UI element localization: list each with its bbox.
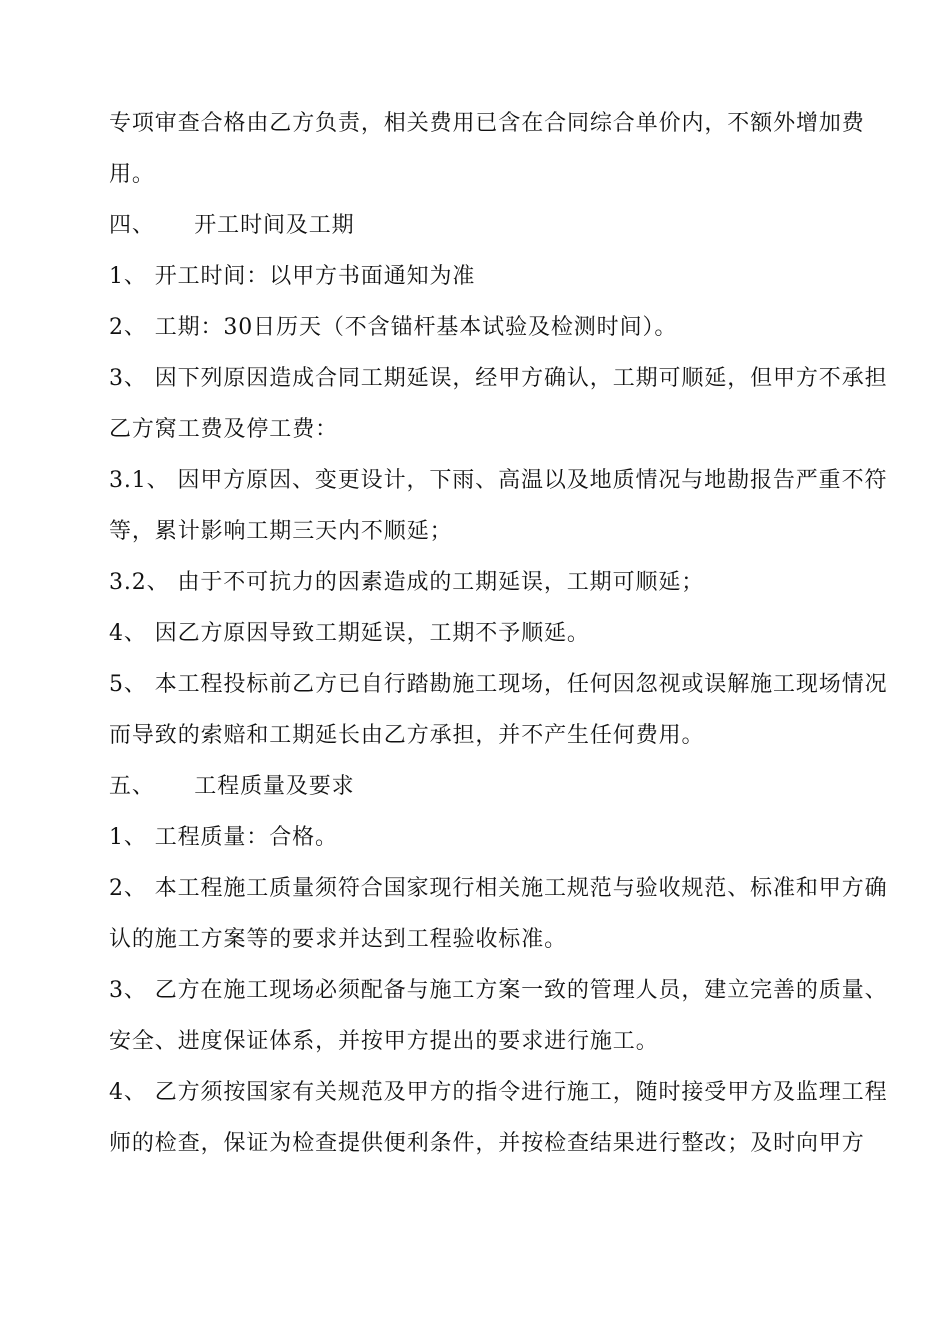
text-line: 师的检查，保证为检查提供便利条件，并按检查结果进行整改；及时向甲方 — [109, 1131, 865, 1156]
text-line: 3、 因下列原因造成合同工期延误，经甲方确认，工期可顺延，但甲方不承担 — [109, 366, 888, 391]
text-line: 而导致的索赔和工期延长由乙方承担，并不产生任何费用。 — [109, 723, 705, 748]
text-line: 安全、进度保证体系，并按甲方提出的要求进行施工。 — [109, 1029, 659, 1054]
text-line: 乙方窝工费及停工费： — [109, 417, 339, 442]
section-heading: 四、 开工时间及工期 — [109, 213, 355, 238]
text-line: 3.2、 由于不可抗力的因素造成的工期延误，工期可顺延； — [109, 570, 705, 595]
text-line: 2、 工期：30日历天（不含锚杆基本试验及检测时间）。 — [109, 315, 678, 340]
section-heading: 五、 工程质量及要求 — [109, 774, 355, 799]
text-line: 用。 — [109, 162, 155, 187]
text-line: 4、 乙方须按国家有关规范及甲方的指令进行施工，随时接受甲方及监理工程 — [109, 1080, 888, 1105]
text-line: 4、 因乙方原因导致工期延误，工期不予顺延。 — [109, 621, 590, 646]
text-line: 专项审查合格由乙方负责，相关费用已含在合同综合单价内，不额外增加费 — [109, 111, 865, 136]
text-line: 2、 本工程施工质量须符合国家现行相关施工规范与验收规范、标准和甲方确 — [109, 876, 888, 901]
text-line: 等，累计影响工期三天内不顺延； — [109, 519, 453, 544]
text-line: 认的施工方案等的要求并达到工程验收标准。 — [109, 927, 568, 952]
document-body — [109, 98, 899, 1169]
text-line: 3、 乙方在施工现场必须配备与施工方案一致的管理人员，建立完善的质量、 — [109, 978, 888, 1003]
text-line: 3.1、 因甲方原因、变更设计，下雨、高温以及地质情况与地勘报告严重不符 — [109, 468, 888, 493]
text-line: 1、 工程质量：合格。 — [109, 825, 338, 850]
text-line: 1、 开工时间：以甲方书面通知为准 — [109, 264, 476, 289]
text-line: 5、 本工程投标前乙方已自行踏勘施工现场，任何因忽视或误解施工现场情况 — [109, 672, 888, 697]
